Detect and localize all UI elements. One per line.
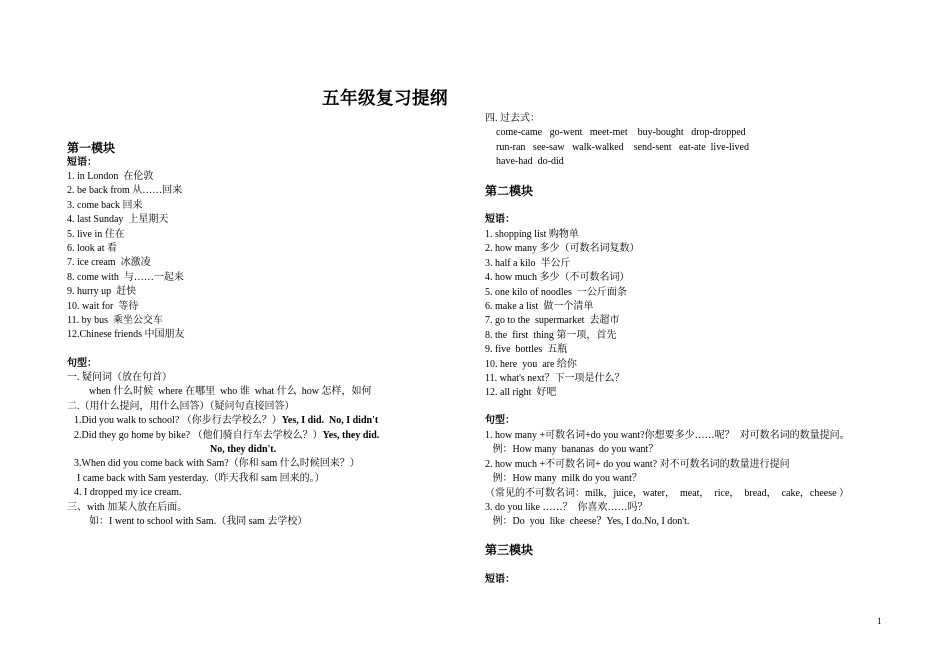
answer-2: Yes, they did. [322,429,380,441]
answer-2b: No, they didn't. [210,444,277,456]
past-tense-section [485,112,905,170]
list-item: 2. how many 多少（可数名词复数） [485,243,640,255]
module3-phrases-label: 短语： [485,574,515,585]
text-line: 3. do you like ……？ 你喜欢……吗？ [485,502,648,514]
module2-sentences [485,429,905,530]
list-item: 10. here you are 给你 [485,358,577,370]
module3-heading: 第三模块 [485,543,534,557]
text-line: 例：How many bananas do you want？ [485,444,659,456]
text-line: have-had do-did [496,156,564,168]
text-line [67,429,467,443]
question-1: 1.Did you walk to school? （你步行去学校么？） [74,415,282,427]
list-item: 8. come with 与……一起来 [67,271,184,283]
section-title: 四. 过去式： [485,113,540,124]
module1-phrase-list [67,170,447,343]
list-item: 4. last Sunday 上星期天 [67,214,169,226]
list-item: 11. by bus 乘坐公交车 [67,315,164,327]
page-title: 五年级复习提纲 [322,89,448,109]
section-title: 二.（用什么提问，用什么回答）（疑问句直接回答） [67,400,295,412]
text-line: when 什么时候 where 在哪里 who 谁 what 什么 how 怎样，如何 [89,386,372,398]
list-item: 2. be back from 从……回来 [67,185,183,197]
question-3: 3.When did you come back with Sam?（你和 sam 什么时候回来？） [74,458,360,470]
section-title: 一. 疑问词（放在句首） [67,372,172,383]
list-item: 7. go to the supermarket 去超市 [485,315,620,327]
list-item: 3. come back 回来 [67,199,143,211]
list-item: 7. ice cream 冰激凌 [67,257,151,269]
list-item: 5. one kilo of noodles 一公斤面条 [485,286,627,298]
text-line [67,414,467,428]
text-line: （常见的不可数名词：milk，juice，water， meat， rice， bread， cake，cheese ） [485,487,850,499]
section-title: 三、with 加某人放在后面。 [67,501,188,513]
text-line: 如：I went to school with Sam.（我同 sam 去学校） [89,516,308,528]
list-item: 3. half a kilo 半公斤 [485,257,571,269]
answer-1: Yes, I did. No, I didn't [281,415,379,427]
module1-heading: 第一模块 [67,141,116,155]
module2-sentences-label: 句型： [485,415,515,426]
module2-phrase-list [485,228,905,401]
question-4: 4. I dropped my ice cream. [74,487,182,499]
list-item: 6. make a list 做一个清单 [485,301,594,313]
list-item: 1. in London 在伦敦 [67,171,154,182]
list-item: 8. the first thing 第一项，首先 [485,329,617,341]
list-item: 1. shopping list 购物单 [485,229,579,240]
list-item: 11. what's next？下一项是什么？ [485,373,625,385]
text-line: run-ran see-saw walk-walked send-sent eat-ate live-lived [496,141,749,153]
text-line: come-came go-went meet-met buy-bought drop-dropped [496,127,746,139]
list-item: 6. look at 看 [67,243,117,255]
text-line: 1. how many +可数名词+do you want?你想要多少……呢？ 对可数名词的数量提问。 [485,430,850,441]
list-item: 9. hurry up 赶快 [67,286,137,298]
list-item: 9. five bottles 五瓶 [485,344,568,356]
module2-heading: 第二模块 [485,184,534,198]
list-item: 4. how much 多少（不可数名词） [485,272,630,284]
module2-phrases-label: 短语： [485,214,515,225]
module1-sentences [67,371,467,529]
list-item: 12. all right 好吧 [485,387,557,399]
module1-phrases-label: 短语： [67,157,97,168]
page-number: 1 [877,616,882,626]
answer-3: I came back with Sam yesterday.（昨天我和 sam 回来的。） [77,472,325,484]
module1-sentences-label: 句型： [67,358,97,369]
question-2: 2.Did they go home by bike? （他们骑自行车去学校么？） [74,429,323,441]
list-item: 5. live in 住在 [67,228,125,240]
text-line: 2. how much +不可数名词+ do you want? 对不可数名词的数量进行提问 [485,458,790,470]
list-item: 10. wait for 等待 [67,300,139,312]
list-item: 12.Chinese friends 中国朋友 [67,329,185,341]
text-line: 例：Do you like cheese？Yes, I do.No, I don't. [485,516,690,528]
text-line: 例：How many milk do you want？ [485,473,642,485]
